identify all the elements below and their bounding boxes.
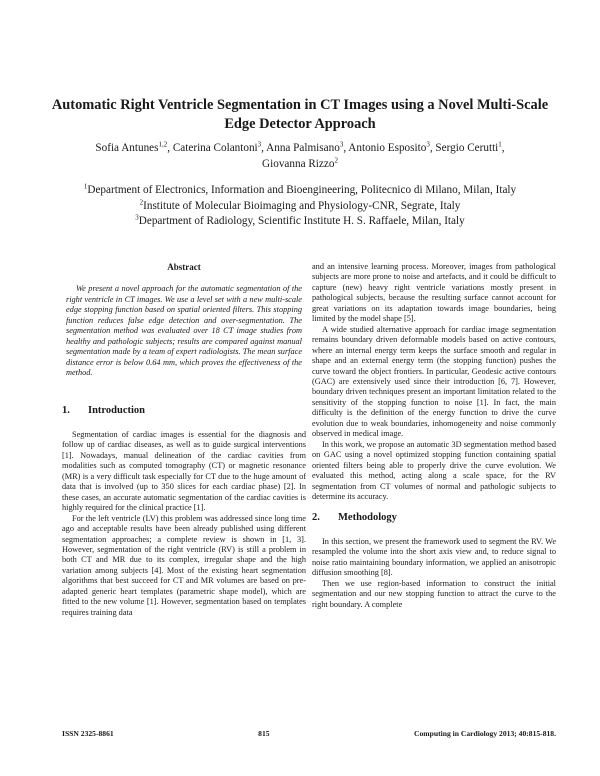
right-column <box>312 262 556 610</box>
section-number: 1. <box>62 404 70 416</box>
abstract-body: We present a novel approach for the automatic segmentation of the right ventricle in CT images. We use a level set with a new multi-scale edge stopping function based on spatial oriented filters. This stopping function reduces false edge detection and over-segmentation. The segmentation method was evaluated over 18 CT image studies from healthy and pathologic subjects; results are compared against manual segmentation made by a team of expert radiologists. The mean surface distance error is below 0.64 mm, which proves the effectiveness of the method. <box>66 284 302 378</box>
intro-paragraph: For the left ventricle (LV) this problem was addressed since long time ago and acceptable results have been already published using different segmentation approaches; a complete review is shown in [1, 3]. However, segmentation of the right ventricle (RV) is still a problem in both CT and MR due to its complex, irregular shape and the high variation among subjects [4]. Most of the existing heart segmentation algorithms that best succeed for CT and MR volumes are based on pre-adapted generic heart templates (parametric shape model), which are fitted to the new volume [1]. However, segmentation based on templates requires training data <box>62 513 306 617</box>
author-name: Antonio Esposito <box>348 142 427 154</box>
section-title: Introduction <box>88 404 145 416</box>
section-number: 2. <box>312 512 320 524</box>
section-heading-introduction <box>62 406 306 416</box>
affiliation-mark: 2 <box>139 197 144 206</box>
affiliation <box>40 183 560 199</box>
section-heading-methodology <box>312 513 556 523</box>
body-paragraph: In this work, we propose an automatic 3D segmentation method based on GAC using a novel optimized stopping function containing spatial oriented filters being able to properly drive the curve evolution. We evaluated this method, acting along a scale space, for the RV segmentation from CT volumes of normal and pathologic subjects to determine its accuracy. <box>312 439 556 501</box>
affiliation-list <box>40 183 560 230</box>
intro-paragraph: Segmentation of cardiac images is essential for the diagnosis and follow up of cardiac diseases, as well as to guide surgical interventions [1]. Nowadays, manual delineation of the cardiac cavities from modalities such as computed tomography (CT) or magnetic resonance (MR) is a very difficult task especially for CT due to the huge amount of data that is involved (up to 350 slices for each cardiac phase) [2]. In these cases, an accurate automatic segmentation of the cardiac cavities is highly required for the clinical practice [1]. <box>62 429 306 513</box>
author-affiliation-mark: 1 <box>498 140 502 149</box>
issn: ISSN 2325-8861 <box>62 729 114 738</box>
body-paragraph: and an intensive learning process. Moreover, images from pathological subjects are more prone to noise and artefacts, and it could be difficult to capture (new) heavy right ventricle variations mostly present in pathological subjects, because the resulting surface cannot account for great variations on its adaptation towards image boundaries, being limited by the model shape [5]. <box>312 262 556 324</box>
left-column <box>62 262 306 618</box>
method-paragraph: In this section, we present the framework used to segment the RV. We resampled the volume into the short axis view and, to reduce signal to noise ratio maintaining boundary information, we applied an anisotropic diffusion smoothing [8]. <box>312 536 556 578</box>
paper-title: Automatic Right Ventricle Segmentation in CT Images using a Novel Multi-Scale Edge Detector Approach <box>51 97 549 132</box>
author-name: Caterina Colantoni <box>172 142 258 154</box>
abstract-heading: Abstract <box>167 262 201 272</box>
author-name: Anna Palmisano <box>266 142 340 154</box>
author-affiliation-mark: 2 <box>334 155 338 164</box>
author-affiliation-mark: 3 <box>339 140 344 149</box>
author-affiliation-mark: 3 <box>426 140 430 149</box>
journal-citation: Computing in Cardiology 2013; 40:815-818. <box>414 729 556 738</box>
page-number: 815 <box>258 729 270 738</box>
author-list: Sofia Antunes$^{1,2}$, Caterina Colantoni$^3$, Anna Palmisano$^3$, Antonio Esposito$^3$, Sergio Cerutti$^1$, Giovanna Rizzo$^2$ <box>95 140 505 170</box>
affiliation-mark: 3 <box>135 213 139 222</box>
affiliation-text: Institute of Molecular Bioimaging and Physiology-CNR, Segrate, Italy <box>143 199 461 212</box>
author-affiliation-mark: 1,2 <box>158 140 168 149</box>
affiliation-mark: 1 <box>83 182 88 191</box>
body-paragraph: A wide studied alternative approach for cardiac image segmentation remains boundary driven deformable models based on active contours, where an internal energy term keeps the surface smooth and regular in shape and an external energy term (the stopping function) pushes the curve toward the object frontiers. In particular, Geodesic active contours (GAC) are extensively used since their introduction [6, 7]. However, boundary driven techniques present an important limitation related to the sensitivity of the stopping function to noise [1]. In fact, the main difficulty is the definition of the energy function to drive the curve evolution due to weak boundaries, inhomogeneity and noise commonly observed in medical image. <box>312 324 556 439</box>
page-footer <box>62 729 556 738</box>
author-name: Giovanna Rizzo <box>262 157 335 170</box>
affiliation-text: Department of Electronics, Information and Bioengineering, Politecnico di Milano, Milan, Italy <box>87 184 517 196</box>
method-paragraph: Then we use region-based information to construct the initial segmentation and our new stopping function to attract the curve to the right boundary. A complete <box>312 578 556 609</box>
affiliation-text: Department of Radiology, Scientific Institute H. S. Raffaele, Milan, Italy <box>138 215 465 227</box>
section-title: Methodology <box>338 512 397 524</box>
author-affiliation-mark: 3 <box>257 140 262 149</box>
author-name: Sofia Antunes <box>95 142 159 154</box>
affiliation <box>40 199 560 215</box>
author-name: Sergio Cerutti <box>435 142 499 154</box>
affiliation <box>40 214 560 230</box>
